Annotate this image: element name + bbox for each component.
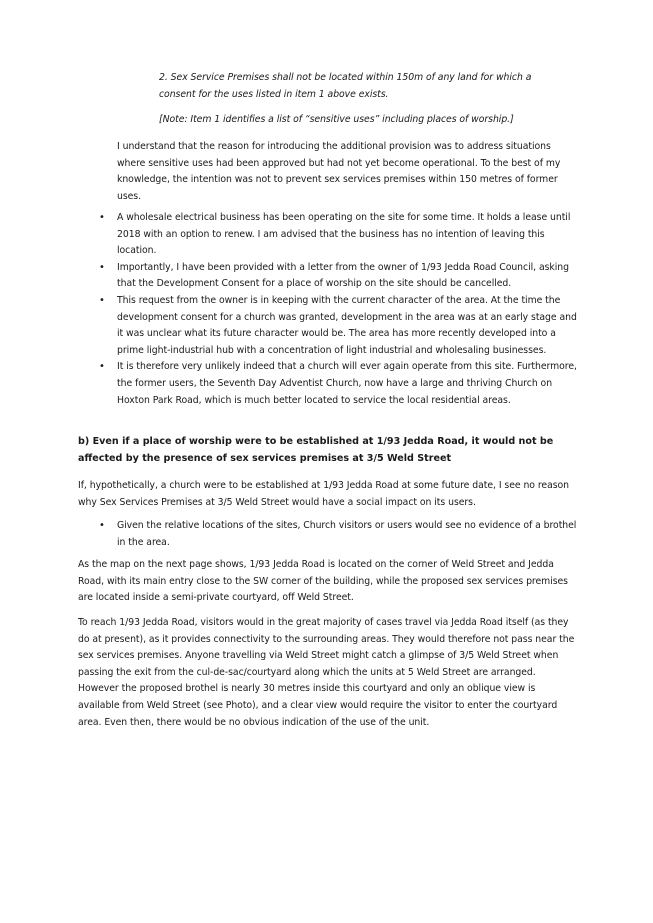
intro-paragraph: I understand that the reason for introducing the additional provision was to address situations where sensitive uses had been approved but had not yet become operational. To the best of my knowledge, the intention was not to prevent sex services premises within 150 metres of former uses. bbox=[117, 141, 561, 202]
section-b-heading: b) Even if a place of worship were to be established at 1/93 Jedda Road, it would not be affected by the presence of sex services premises at 3/5 Weld Street bbox=[78, 436, 554, 464]
section-b-paragraph-3: To reach 1/93 Jedda Road, visitors would in the great majority of cases travel via Jedda Road itself (as they do at present), as it provides connectivity to the surrounding areas. They would therefore not pass near the sex services premises. Anyone travelling via Weld Street might catch a glimpse of 3/5 Weld Street when passing the exit from the cul-de-sac/courtyard along which the units at 5 Weld Street are arranged. However the proposed brothel is nearly 30 metres inside this courtyard and only an oblique view is available from Weld Street (see Photo), and a clear view would require the visitor to enter the courtyard area. Even then, there would be no obvious indication of the use of the unit. bbox=[78, 617, 575, 728]
section-b-paragraph-1: If, hypothetically, a church were to be established at 1/93 Jedda Road at some future date, I see no reason why Sex Services Premises at 3/5 Weld Street would have a social impact on its users. bbox=[78, 480, 570, 508]
list-item: • It is therefore very unlikely indeed that a church will ever again operate from this site. Furthermore, the former users, the Seventh Day Adventist Church, now have a large and thriving Church on Hoxton Park Road, which is much better located to service the local residential areas. bbox=[78, 359, 578, 409]
section-b-paragraph-2: As the map on the next page shows, 1/93 Jedda Road is located on the corner of Weld Street and Jedda Road, with its main entry close to the SW corner of the building, while the proposed sex services premises are located inside a semi-private courtyard, off Weld Street. bbox=[78, 559, 568, 604]
section-b-bullet-list bbox=[78, 518, 578, 551]
list-item: • A wholesale electrical business has been operating on the site for some time. It holds a lease until 2018 with an option to renew. I am advised that the business has no intention of leaving this location. bbox=[78, 210, 578, 260]
quoted-note: [Note: Item 1 identifies a list of “sensitive uses” including places of worship.] bbox=[159, 114, 514, 125]
quoted-clause-item-2: 2. Sex Service Premises shall not be located within 150m of any land for which a consent for the uses listed in item 1 above exists. bbox=[159, 72, 532, 100]
list-item: • Given the relative locations of the sites, Church visitors or users would see no evidence of a brothel in the area. bbox=[78, 518, 578, 551]
list-item: • Importantly, I have been provided with a letter from the owner of 1/93 Jedda Road Council, asking that the Development Consent for a place of worship on the site should be cancelled. bbox=[78, 260, 578, 293]
list-item: • This request from the owner is in keeping with the current character of the area. At the time the development consent for a church was granted, development in the area was at an early stage and it was unclear what its future character would be. The area has more recently developed into a prime light-industrial hub with a concentration of light industrial and wholesaling businesses. bbox=[78, 293, 578, 359]
bullet-list bbox=[78, 210, 578, 409]
